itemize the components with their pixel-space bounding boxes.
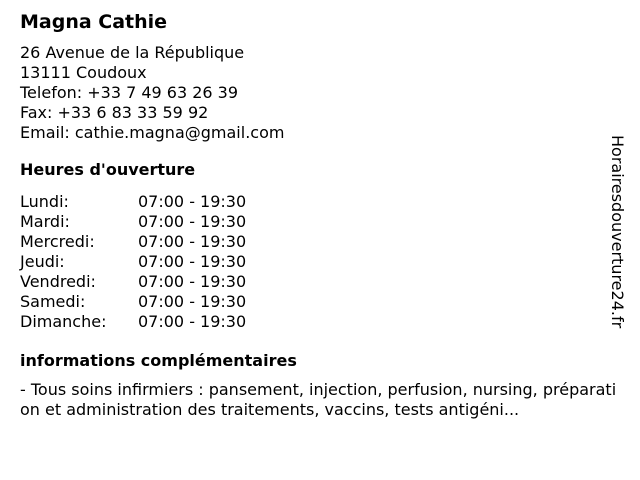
hours-table xyxy=(20,192,620,332)
day-label: Jeudi: xyxy=(20,252,65,271)
hours-row-friday xyxy=(20,272,620,292)
hours-row-saturday xyxy=(20,292,620,312)
hours-row-monday xyxy=(20,192,620,212)
hours-heading: Heures d'ouverture xyxy=(20,160,196,179)
time-range: 07:00 - 19:30 xyxy=(138,312,247,331)
business-card xyxy=(20,10,620,420)
info-heading: informations complémentaires xyxy=(20,351,297,370)
phone-number: Telefon: +33 7 49 63 26 39 xyxy=(20,83,239,102)
time-range: 07:00 - 19:30 xyxy=(138,232,247,251)
site-watermark: Horairesdouverture24.fr xyxy=(608,135,627,329)
hours-row-sunday xyxy=(20,312,620,332)
time-range: 07:00 - 19:30 xyxy=(138,212,247,231)
hours-row-tuesday xyxy=(20,212,620,232)
day-label: Mercredi: xyxy=(20,232,95,251)
day-label: Samedi: xyxy=(20,292,86,311)
hours-row-wednesday xyxy=(20,232,620,252)
time-range: 07:00 - 19:30 xyxy=(138,272,247,291)
contact-block xyxy=(20,43,620,143)
street-address: 26 Avenue de la République xyxy=(20,43,245,62)
day-label: Lundi: xyxy=(20,192,69,211)
time-range: 07:00 - 19:30 xyxy=(138,292,247,311)
time-range: 07:00 - 19:30 xyxy=(138,192,247,211)
info-description: - Tous soins infirmiers : pansement, injection, perfusion, nursing, préparation et administration des traitements, vaccins, tests antigéni... xyxy=(20,380,617,419)
business-name: Magna Cathie xyxy=(20,11,168,33)
day-label: Mardi: xyxy=(20,212,70,231)
day-label: Dimanche: xyxy=(20,312,107,331)
day-label: Vendredi: xyxy=(20,272,96,291)
email-address: Email: cathie.magna@gmail.com xyxy=(20,123,285,142)
city-postal: 13111 Coudoux xyxy=(20,63,147,82)
hours-row-thursday xyxy=(20,252,620,272)
fax-number: Fax: +33 6 83 33 59 92 xyxy=(20,103,209,122)
time-range: 07:00 - 19:30 xyxy=(138,252,247,271)
